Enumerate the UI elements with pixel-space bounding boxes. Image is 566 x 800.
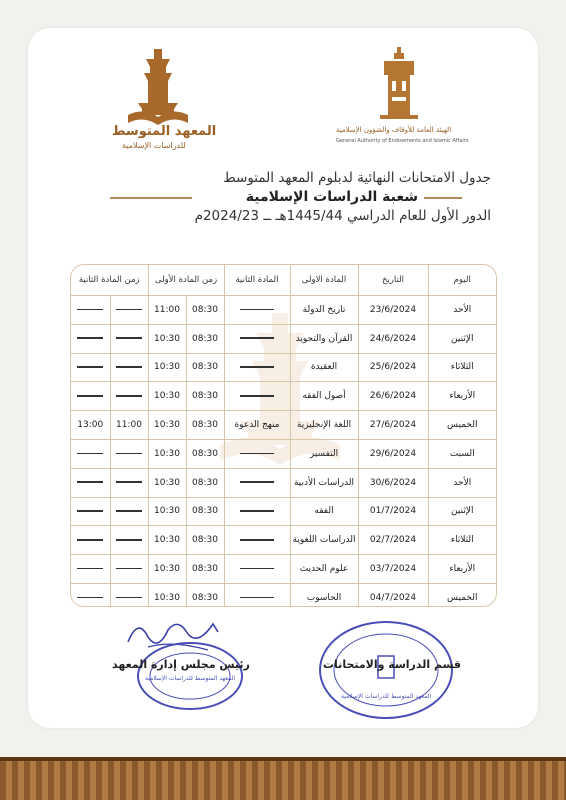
time2-to-cell	[71, 382, 110, 411]
time1-from-cell: 08:30	[186, 439, 224, 468]
subject2-cell	[224, 555, 290, 584]
subject2-cell	[224, 439, 290, 468]
day-cell: الأربعاء	[428, 555, 496, 584]
time1-from-cell: 08:30	[186, 353, 224, 382]
date-cell: 01/7/2024	[358, 497, 428, 526]
decorative-footer-band	[0, 757, 566, 800]
time2-from-cell	[110, 439, 148, 468]
time2-from-cell	[110, 555, 148, 584]
time1-to-cell: 10:30	[148, 439, 186, 468]
time1-from-cell: 08:30	[186, 526, 224, 555]
header-date: التاريخ	[358, 265, 428, 296]
empty-dash	[77, 481, 103, 483]
institute-subtitle: للدراسات الإسلامية	[122, 141, 186, 150]
empty-dash	[116, 366, 142, 368]
time2-from-cell	[110, 526, 148, 555]
subject1-cell: التفسير	[290, 439, 358, 468]
department-title: شعبة الدراسات الإسلامية	[245, 189, 418, 205]
empty-dash	[240, 568, 274, 570]
authority-name-en: General Authority of Endowments and Islamic Affairs	[336, 138, 469, 144]
date-cell: 30/6/2024	[358, 468, 428, 497]
subject1-cell: تاريخ الدولة	[290, 296, 358, 325]
table-row	[71, 555, 496, 584]
empty-dash	[240, 366, 274, 368]
empty-dash	[116, 481, 142, 483]
time1-from-cell: 08:30	[186, 468, 224, 497]
table-row	[71, 583, 496, 607]
empty-dash	[77, 597, 103, 599]
institute-name: المعهد المتوسط	[112, 124, 217, 139]
time1-to-cell: 10:30	[148, 555, 186, 584]
table-row	[71, 526, 496, 555]
time1-to-cell: 10:30	[148, 324, 186, 353]
subject1-cell: العقيدة	[290, 353, 358, 382]
subject1-cell: القرآن والتجويد	[290, 324, 358, 353]
day-cell: الأربعاء	[428, 382, 496, 411]
right-signature-label: قسم الدراسة والامتحانات	[323, 658, 461, 671]
time1-to-cell: 10:30	[148, 497, 186, 526]
empty-dash	[240, 539, 274, 541]
empty-dash	[77, 510, 103, 512]
empty-dash	[77, 309, 103, 311]
time2-from-cell	[110, 353, 148, 382]
left-stamp-text: المعهد المتوسط للدراسات الإسلامية	[144, 675, 236, 682]
empty-dash	[116, 395, 142, 397]
empty-dash	[240, 597, 274, 599]
time2-from-cell	[110, 497, 148, 526]
subject2-cell	[224, 353, 290, 382]
empty-dash	[116, 539, 142, 541]
subject2-cell	[224, 296, 290, 325]
subject1-cell: الفقه	[290, 497, 358, 526]
time1-from-cell: 08:30	[186, 382, 224, 411]
subject1-cell: علوم الحديث	[290, 555, 358, 584]
time1-from-cell: 08:30	[186, 324, 224, 353]
time1-to-cell: 10:30	[148, 583, 186, 607]
time1-from-cell: 08:30	[186, 497, 224, 526]
time2-from-cell	[110, 382, 148, 411]
subject2-cell	[224, 497, 290, 526]
empty-dash	[240, 309, 274, 311]
table-row	[71, 439, 496, 468]
time1-to-cell: 10:30	[148, 353, 186, 382]
time2-from-cell	[110, 324, 148, 353]
table-header-row	[71, 265, 496, 296]
subject2-cell	[224, 324, 290, 353]
left-stamp	[135, 640, 245, 712]
date-cell: 23/6/2024	[358, 296, 428, 325]
heading-rule-left	[110, 197, 192, 199]
exam-schedule-table	[70, 264, 497, 607]
table-row	[71, 324, 496, 353]
empty-dash	[77, 366, 103, 368]
subject2-cell	[224, 468, 290, 497]
empty-dash	[116, 597, 142, 599]
table-row	[71, 468, 496, 497]
header-subject1: المادة الاولى	[290, 265, 358, 296]
time2-to-cell	[71, 324, 110, 353]
time1-to-cell: 10:30	[148, 468, 186, 497]
subject1-cell: الدراسات اللغوية	[290, 526, 358, 555]
empty-dash	[240, 395, 274, 397]
empty-dash	[240, 337, 274, 339]
day-cell: الأحد	[428, 468, 496, 497]
empty-dash	[116, 309, 142, 311]
time2-to-cell	[71, 526, 110, 555]
time2-from-cell	[110, 583, 148, 607]
empty-dash	[240, 453, 274, 455]
authority-name-ar: الهيئة العامة للأوقاف والشؤون الإسلامية	[336, 126, 452, 134]
exam-schedule-title: جدول الامتحانات النهائية لدبلوم المعهد المتوسط	[223, 170, 491, 186]
subject1-cell: اللغة الإنجليزية	[290, 411, 358, 440]
date-cell: 25/6/2024	[358, 353, 428, 382]
date-cell: 04/7/2024	[358, 583, 428, 607]
date-cell: 29/6/2024	[358, 439, 428, 468]
date-cell: 24/6/2024	[358, 324, 428, 353]
subject2-cell	[224, 583, 290, 607]
header-time1: زمن المادة الأولى	[148, 265, 224, 296]
date-cell: 27/6/2024	[358, 411, 428, 440]
date-cell: 26/6/2024	[358, 382, 428, 411]
date-cell: 03/7/2024	[358, 555, 428, 584]
day-cell: الخميس	[428, 583, 496, 607]
heading-rule-right	[424, 197, 462, 199]
time2-to-cell	[71, 583, 110, 607]
time1-to-cell: 10:30	[148, 382, 186, 411]
time1-from-cell: 08:30	[186, 555, 224, 584]
day-cell: السبت	[428, 439, 496, 468]
subject2-cell	[224, 382, 290, 411]
subject1-cell: الحاسوب	[290, 583, 358, 607]
table-row	[71, 296, 496, 325]
empty-dash	[240, 481, 274, 483]
time1-from-cell: 08:30	[186, 583, 224, 607]
time2-to-cell	[71, 353, 110, 382]
empty-dash	[116, 510, 142, 512]
time2-to-cell	[71, 555, 110, 584]
empty-dash	[77, 453, 103, 455]
time2-from-cell: 11:00	[110, 411, 148, 440]
day-cell: الثلاثاء	[428, 526, 496, 555]
day-cell: الخميس	[428, 411, 496, 440]
day-cell: الثلاثاء	[428, 353, 496, 382]
empty-dash	[77, 337, 103, 339]
time1-from-cell: 08:30	[186, 411, 224, 440]
table-row	[71, 411, 496, 440]
time1-from-cell: 08:30	[186, 296, 224, 325]
time2-from-cell	[110, 468, 148, 497]
time2-to-cell	[71, 439, 110, 468]
empty-dash	[116, 568, 142, 570]
empty-dash	[240, 510, 274, 512]
day-cell: الأحد	[428, 296, 496, 325]
time2-to-cell	[71, 468, 110, 497]
date-cell: 02/7/2024	[358, 526, 428, 555]
time2-to-cell	[71, 497, 110, 526]
header-time2: زمن المادة الثانية	[71, 265, 148, 296]
subject1-cell: أصول الفقه	[290, 382, 358, 411]
header-day: اليوم	[428, 265, 496, 296]
time2-to-cell	[71, 296, 110, 325]
empty-dash	[77, 539, 103, 541]
header-subject2: المادة الثانية	[224, 265, 290, 296]
subject2-cell	[224, 526, 290, 555]
time1-to-cell: 10:30	[148, 411, 186, 440]
day-cell: الإثنين	[428, 497, 496, 526]
academic-year-line: الدور الأول للعام الدراسي 1445/44هـ ــ 2024/23م	[194, 208, 491, 224]
empty-dash	[77, 395, 103, 397]
empty-dash	[116, 453, 142, 455]
subject2-cell: منهج الدعوة	[224, 411, 290, 440]
empty-dash	[77, 568, 103, 570]
table-row	[71, 497, 496, 526]
time1-to-cell: 10:30	[148, 526, 186, 555]
table-row	[71, 382, 496, 411]
time2-to-cell: 13:00	[71, 411, 110, 440]
empty-dash	[116, 337, 142, 339]
right-stamp-text: المعهد المتوسط للدراسات الإسلامية	[340, 693, 432, 700]
day-cell: الإثنين	[428, 324, 496, 353]
time1-to-cell: 11:00	[148, 296, 186, 325]
subject1-cell: الدراسات الأدبية	[290, 468, 358, 497]
table-row	[71, 353, 496, 382]
left-signature-label: رئيس مجلس إدارة المعهد	[112, 658, 250, 671]
time2-from-cell	[110, 296, 148, 325]
